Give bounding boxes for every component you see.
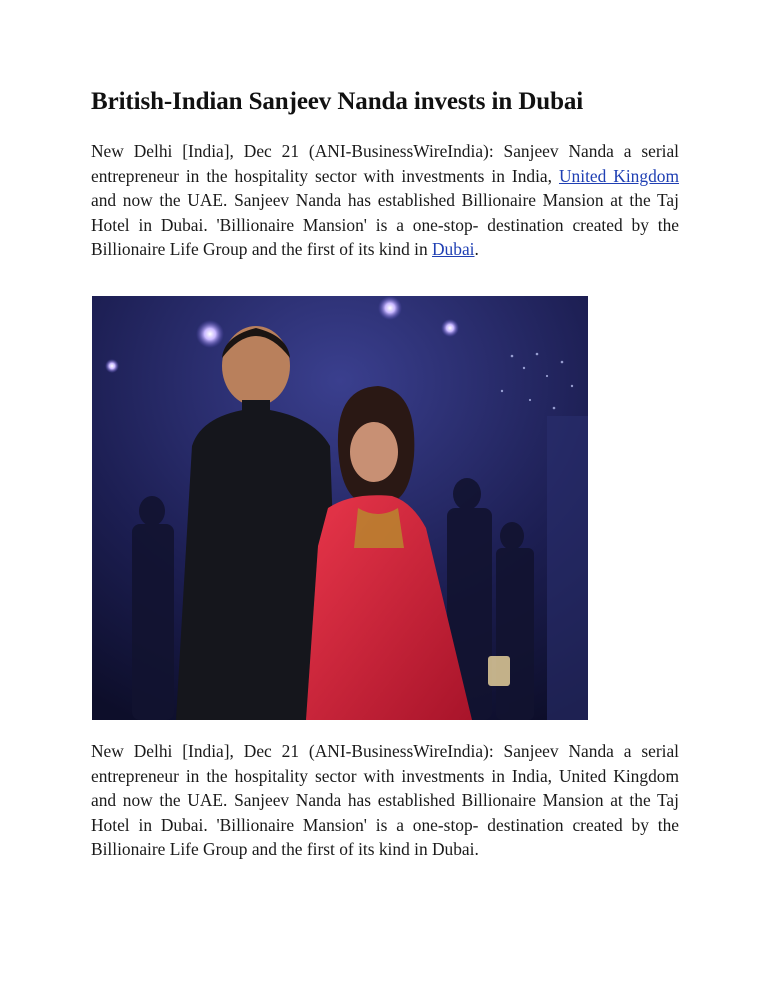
dubai-link[interactable]: Dubai: [432, 239, 475, 259]
article-headline: British-Indian Sanjeev Nanda invests in Dubai: [91, 88, 584, 115]
article-photo: [92, 296, 588, 720]
united-kingdom-link[interactable]: United Kingdom: [558, 165, 679, 186]
paragraph-1-mid: and now the UAE. Sanjeev Nanda has established Billionaire Mansion at the Taj Hotel in Dubai. 'Billionaire Mansion' is a one-stop- destination created by the Billionaire Life Group and the first of its kind in: [91, 190, 679, 259]
paragraph-1-lead: New Delhi [India], Dec 21 (ANI-BusinessWireIndia): Sanjeev Nanda a serial entrepreneur in the hospitality sector with investments in India,: [91, 141, 679, 186]
article-paragraph-1: [91, 139, 679, 262]
paragraph-1-end: .: [474, 239, 479, 259]
article-paragraph-2: New Delhi [India], Dec 21 (ANI-BusinessWireIndia): Sanjeev Nanda a serial entrepreneur in the hospitality sector with investments in India, United Kingdom and now the UAE. Sanjeev Nanda has established Billionaire Mansion at the Taj Hotel in Dubai. 'Billionaire Mansion' is a one-stop- destination created by the Billionaire Life Group and the first of its kind in Dubai.: [91, 741, 679, 859]
